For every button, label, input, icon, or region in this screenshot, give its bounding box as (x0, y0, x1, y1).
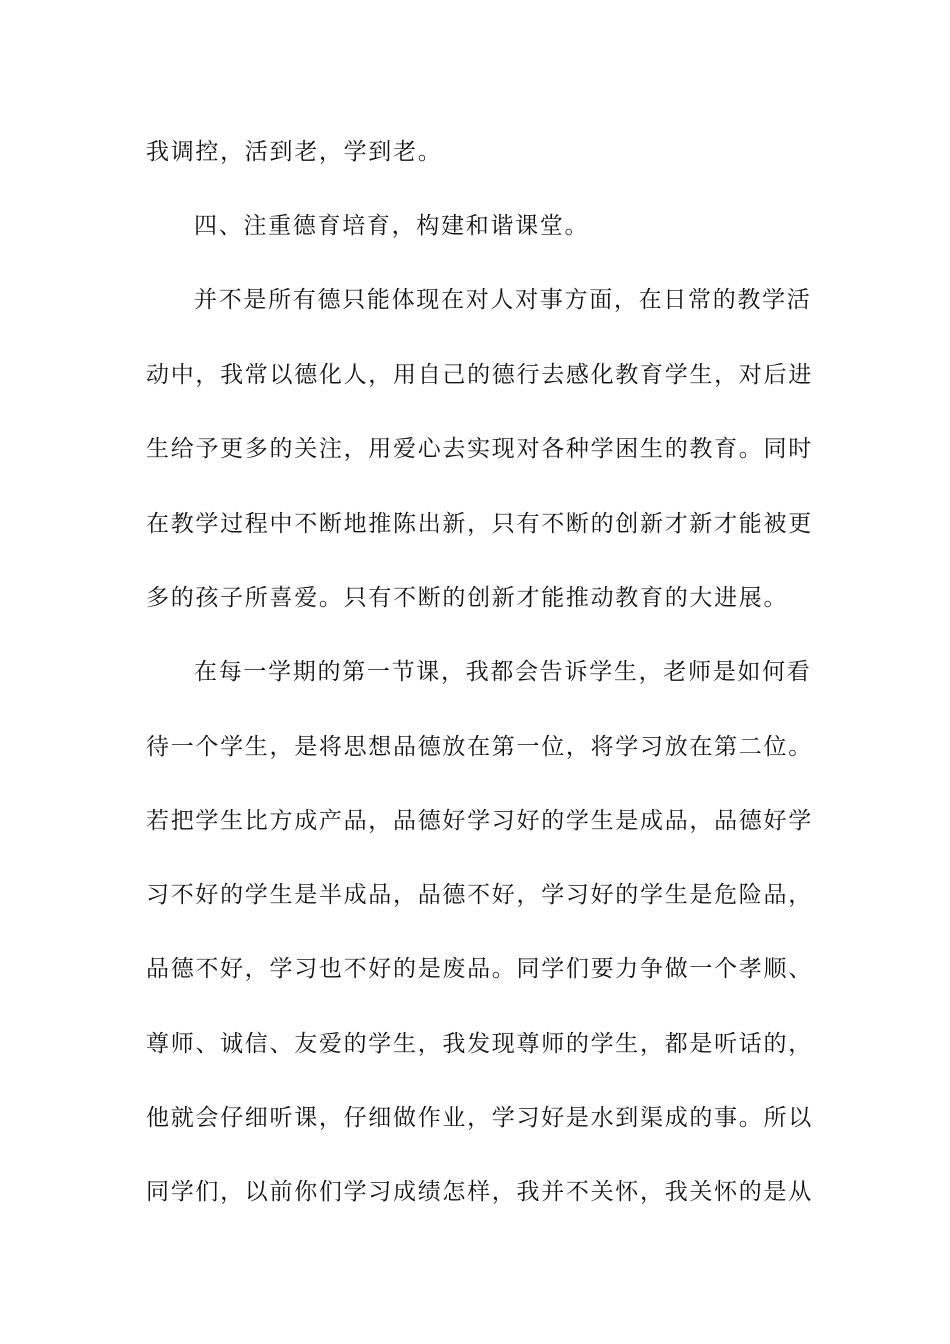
text-line-15: 同学们，以前你们学习成绩怎样，我并不关怀，我关怀的是从 (146, 1179, 813, 1205)
text-line-11: 习不好的学生是半成品，品德不好，学习好的学生是危险品， (146, 882, 813, 908)
text-line-8: 在每一学期的第一节课，我都会告诉学生，老师是如何看 (194, 659, 812, 685)
section-heading: 四、注重德育培育，构建和谐课堂。 (194, 213, 590, 239)
text-line-3: 并不是所有德只能体现在对人对事方面，在日常的教学活 (194, 287, 812, 313)
text-line-10: 若把学生比方成产品，品德好学习好的学生是成品，品德好学 (146, 808, 813, 834)
text-line-1: 我调控，活到老，学到老。 (146, 139, 443, 165)
text-line-4: 动中，我常以德化人，用自己的德行去感化教育学生，对后进 (146, 362, 813, 388)
text-line-12: 品德不好，学习也不好的是废品。同学们要力争做一个孝顺、 (146, 956, 813, 982)
text-line-13: 尊师、诚信、友爱的学生，我发现尊师的学生，都是听话的， (146, 1031, 813, 1057)
text-line-7: 多的孩子所喜爱。只有不断的创新才能推动教育的大进展。 (146, 585, 789, 611)
text-line-14: 他就会仔细听课，仔细做作业，学习好是水到渠成的事。所以 (146, 1105, 813, 1131)
text-line-9: 待一个学生，是将思想品德放在第一位，将学习放在第二位。 (146, 734, 813, 760)
text-line-6: 在教学过程中不断地推陈出新，只有不断的创新才新才能被更 (146, 511, 813, 537)
text-line-5: 生给予更多的关注，用爱心去实现对各种学困生的教育。同时 (146, 436, 813, 462)
